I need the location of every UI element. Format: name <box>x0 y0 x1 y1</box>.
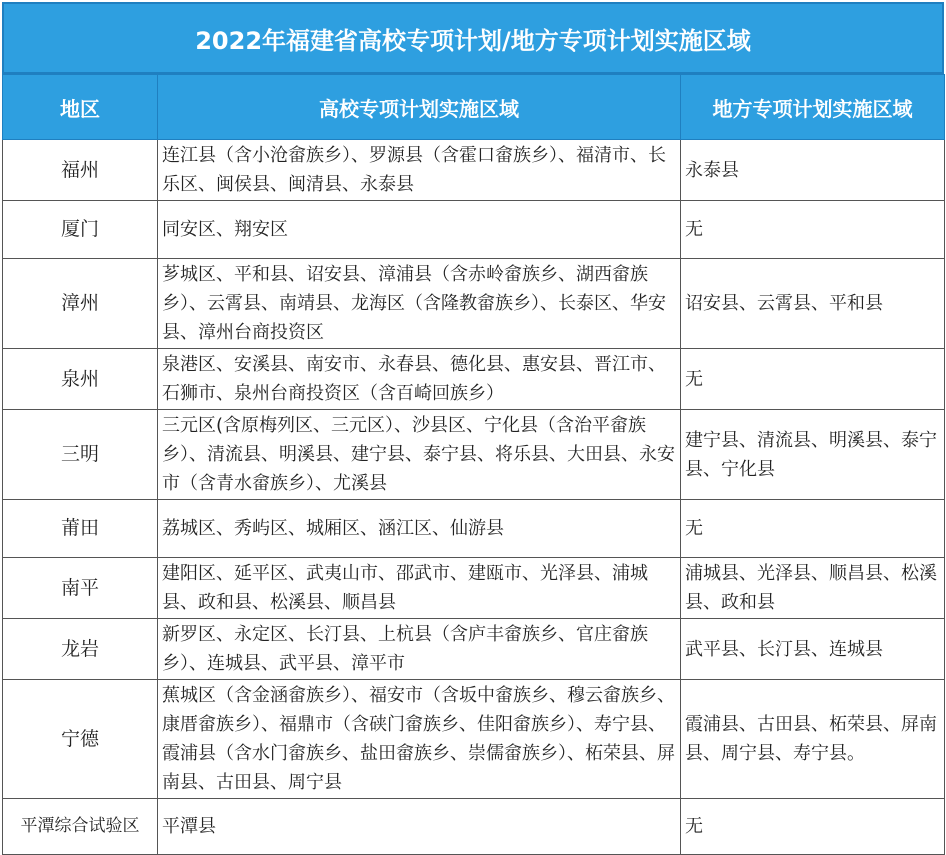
local-cell: 无 <box>681 799 945 855</box>
region-cell: 莆田 <box>3 500 158 558</box>
header-row <box>3 75 945 140</box>
local-cell: 浦城县、光泽县、顺昌县、松溪县、政和县 <box>681 558 945 619</box>
university-cell: 蕉城区（含金涵畲族乡）、福安市（含坂中畲族乡、穆云畲族乡、康厝畲族乡）、福鼎市（含硖门畲族乡、佳阳畲族乡）、寿宁县、霞浦县（含水门畲族乡、盐田畲族乡、崇儒畲族乡）、柘荣县、屏南县、古田县、周宁县 <box>158 680 681 799</box>
page-title: 2022年福建省高校专项计划/地方专项计划实施区域 <box>2 2 944 74</box>
university-cell: 新罗区、永定区、长汀县、上杭县（含庐丰畲族乡、官庄畲族乡）、连城县、武平县、漳平市 <box>158 619 681 680</box>
university-cell: 平潭县 <box>158 799 681 855</box>
region-cell: 厦门 <box>3 201 158 259</box>
local-cell: 无 <box>681 201 945 259</box>
region-cell: 漳州 <box>3 259 158 349</box>
region-cell: 泉州 <box>3 349 158 410</box>
region-cell: 三明 <box>3 410 158 500</box>
table-container <box>2 2 944 855</box>
region-cell: 南平 <box>3 558 158 619</box>
university-cell: 荔城区、秀屿区、城厢区、涵江区、仙游县 <box>158 500 681 558</box>
local-cell: 武平县、长汀县、连城县 <box>681 619 945 680</box>
region-cell: 龙岩 <box>3 619 158 680</box>
region-cell: 福州 <box>3 140 158 201</box>
local-cell: 永泰县 <box>681 140 945 201</box>
local-cell: 建宁县、清流县、明溪县、泰宁县、宁化县 <box>681 410 945 500</box>
header-local-plan: 地方专项计划实施区域 <box>681 75 945 140</box>
university-cell: 泉港区、安溪县、南安市、永春县、德化县、惠安县、晋江市、石狮市、泉州台商投资区（含百崎回族乡） <box>158 349 681 410</box>
university-cell: 三元区(含原梅列区、三元区）、沙县区、宁化县（含治平畲族乡）、清流县、明溪县、建宁县、泰宁县、将乐县、大田县、永安市（含青水畲族乡）、尤溪县 <box>158 410 681 500</box>
table-row <box>3 558 945 619</box>
region-table <box>2 74 945 855</box>
region-cell: 平潭综合试验区 <box>3 799 158 855</box>
table-row <box>3 799 945 855</box>
university-cell: 同安区、翔安区 <box>158 201 681 259</box>
table-row <box>3 140 945 201</box>
table-row <box>3 410 945 500</box>
table-row <box>3 259 945 349</box>
local-cell: 无 <box>681 349 945 410</box>
local-cell: 诏安县、云霄县、平和县 <box>681 259 945 349</box>
university-cell: 芗城区、平和县、诏安县、漳浦县（含赤岭畲族乡、湖西畲族乡）、云霄县、南靖县、龙海区（含隆教畲族乡）、长泰区、华安县、漳州台商投资区 <box>158 259 681 349</box>
university-cell: 建阳区、延平区、武夷山市、邵武市、建瓯市、光泽县、浦城县、政和县、松溪县、顺昌县 <box>158 558 681 619</box>
table-row <box>3 201 945 259</box>
local-cell: 无 <box>681 500 945 558</box>
table-row <box>3 619 945 680</box>
university-cell: 连江县（含小沧畲族乡）、罗源县（含霍口畲族乡）、福清市、长乐区、闽侯县、闽清县、永泰县 <box>158 140 681 201</box>
table-row <box>3 680 945 799</box>
table-row <box>3 349 945 410</box>
region-cell: 宁德 <box>3 680 158 799</box>
local-cell: 霞浦县、古田县、柘荣县、屏南县、周宁县、寿宁县。 <box>681 680 945 799</box>
header-university-plan: 高校专项计划实施区域 <box>158 75 681 140</box>
table-row <box>3 500 945 558</box>
header-region: 地区 <box>3 75 158 140</box>
